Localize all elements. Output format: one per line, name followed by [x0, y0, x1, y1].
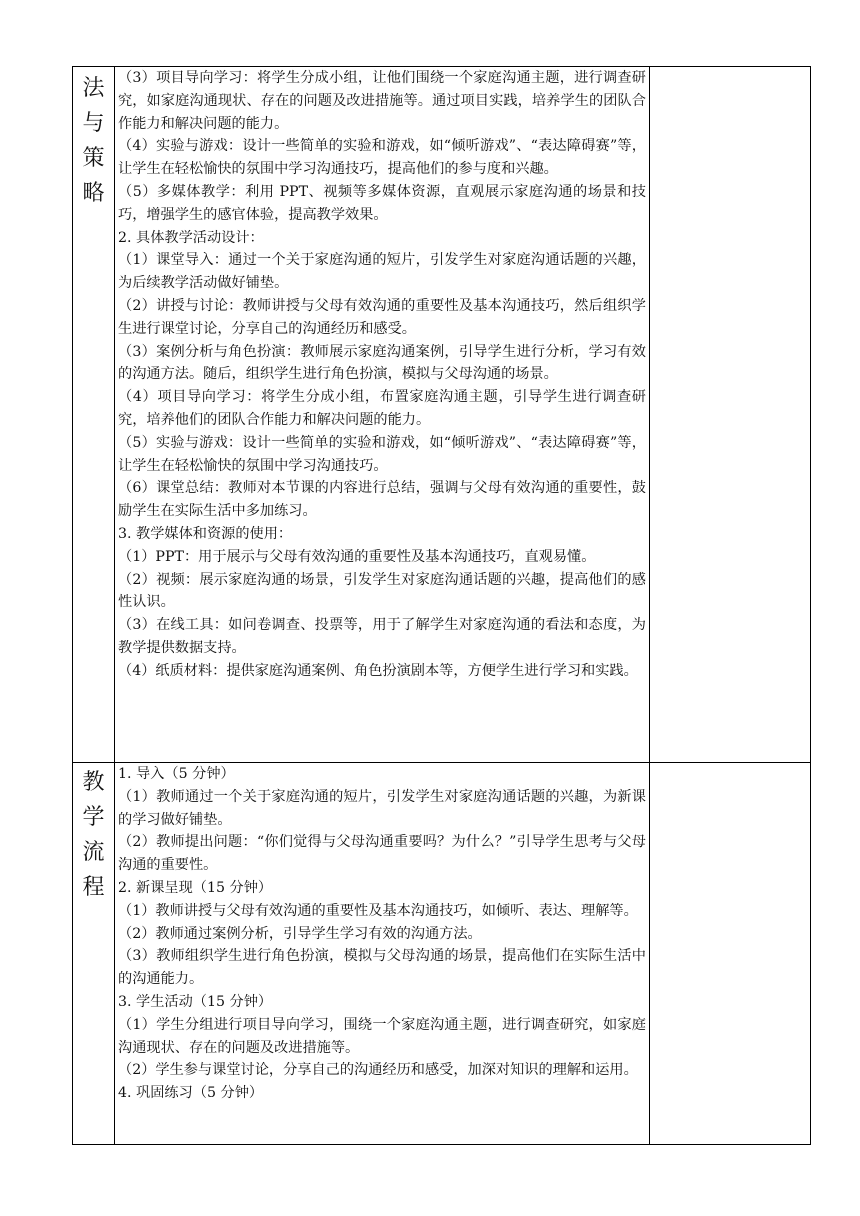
content-paragraph: （1）学生分组进行项目导向学习，围绕一个家庭沟通主题，进行调查研究，如家庭沟通现状、存在的问题及改进措施等。 [118, 1016, 646, 1056]
content-paragraph: （1）教师讲授与父母有效沟通的重要性及基本沟通技巧，如倾听、表达、理解等。 [118, 902, 638, 919]
lesson-plan-table [72, 66, 811, 1145]
content-paragraph: （5）实验与游戏：设计一些简单的实验和游戏，如“倾听游戏”、“表达障碍赛”等，让学生在轻松愉快的氛围中学习沟通技巧。 [118, 434, 646, 474]
section-label-cell [73, 67, 115, 763]
section-label [73, 763, 114, 905]
label-char: 法 [82, 76, 105, 101]
content-paragraph: （2）视频：展示家庭沟通的场景，引发学生对家庭沟通话题的兴趣，提高他们的感性认识。 [118, 571, 646, 611]
section-label [73, 67, 114, 211]
label-char: 策 [82, 146, 105, 171]
content-paragraph: （3）项目导向学习：将学生分成小组，让他们围绕一个家庭沟通主题，进行调查研究，如家庭沟通现状、存在的问题及改进措施等。通过项目实践，培养学生的团队合作能力和解决问题的能力。 [118, 70, 646, 132]
content-paragraph: 1. 导入（5 分钟） [118, 766, 235, 782]
label-char: 与 [82, 111, 105, 136]
section-content [115, 763, 649, 1105]
label-char: 程 [82, 875, 105, 900]
content-paragraph: （3）在线工具：如问卷调查、投票等，用于了解学生对家庭沟通的看法和态度，为教学提供数据支持。 [118, 617, 646, 656]
content-paragraph: （2）讲授与讨论：教师讲授与父母有效沟通的重要性及基本沟通技巧，然后组织学生进行课堂讨论，分享自己的沟通经历和感受。 [118, 297, 646, 337]
section-label-cell [73, 763, 115, 1145]
content-paragraph: 4. 巩固练习（5 分钟） [118, 1085, 264, 1102]
section-content [115, 67, 649, 683]
content-paragraph: （4）项目导向学习：将学生分成小组，布置家庭沟通主题，引导学生进行调查研究，培养他们的团队合作能力和解决问题的能力。 [118, 389, 646, 428]
content-paragraph: （4）纸质材料：提供家庭沟通案例、角色扮演剧本等，方便学生进行学习和实践。 [118, 662, 638, 679]
content-paragraph: 2. 具体教学活动设计： [118, 229, 264, 246]
content-paragraph: （2）教师提出问题：“你们觉得与父母沟通重要吗？为什么？”引导学生思考与父母沟通的重要性。 [118, 834, 646, 874]
section-content-cell [115, 67, 650, 763]
label-char: 教 [82, 770, 105, 795]
table-row [73, 763, 811, 1145]
content-paragraph: （5）多媒体教学：利用 PPT、视频等多媒体资源，直观展示家庭沟通的场景和技巧，增强学生的感官体验，提高教学效果。 [118, 183, 646, 223]
content-paragraph: （1）PPT：用于展示与父母有效沟通的重要性及基本沟通技巧，直观易懂。 [118, 548, 596, 565]
content-paragraph: （2）学生参与课堂讨论，分享自己的沟通经历和感受，加深对知识的理解和运用。 [118, 1062, 638, 1079]
notes-cell [650, 67, 811, 763]
content-paragraph: 3. 教学媒体和资源的使用： [118, 525, 293, 542]
content-paragraph: 3. 学生活动（15 分钟） [118, 993, 273, 1010]
content-paragraph: （6）课堂总结：教师对本节课的内容进行总结，强调与父母有效沟通的重要性，鼓励学生在实际生活中多加练习。 [118, 480, 646, 520]
content-paragraph: （3）案例分析与角色扮演：教师展示家庭沟通案例，引导学生进行分析，学习有效的沟通方法。随后，组织学生进行角色扮演，模拟与父母沟通的场景。 [118, 343, 646, 383]
content-paragraph: （1）课堂导入：通过一个关于家庭沟通的短片，引发学生对家庭沟通话题的兴趣，为后续教学活动做好铺垫。 [118, 252, 646, 292]
content-paragraph: （3）教师组织学生进行角色扮演，模拟与父母沟通的场景，提高他们在实际生活中的沟通能力。 [118, 948, 646, 988]
content-paragraph: （1）教师通过一个关于家庭沟通的短片，引发学生对家庭沟通话题的兴趣，为新课的学习做好铺垫。 [118, 788, 646, 828]
section-content-cell [115, 763, 650, 1145]
label-char: 流 [82, 840, 105, 865]
label-char: 学 [82, 805, 105, 830]
content-paragraph: （2）教师通过案例分析，引导学生学习有效的沟通方法。 [118, 925, 482, 942]
notes-cell [650, 763, 811, 1145]
content-paragraph: （4）实验与游戏：设计一些简单的实验和游戏，如“倾听游戏”、“表达障碍赛”等，让学生在轻松愉快的氛围中学习沟通技巧，提高他们的参与度和兴趣。 [118, 138, 646, 178]
label-char: 略 [82, 181, 105, 206]
content-paragraph: 2. 新课呈现（15 分钟） [118, 879, 273, 896]
table-row [73, 67, 811, 763]
